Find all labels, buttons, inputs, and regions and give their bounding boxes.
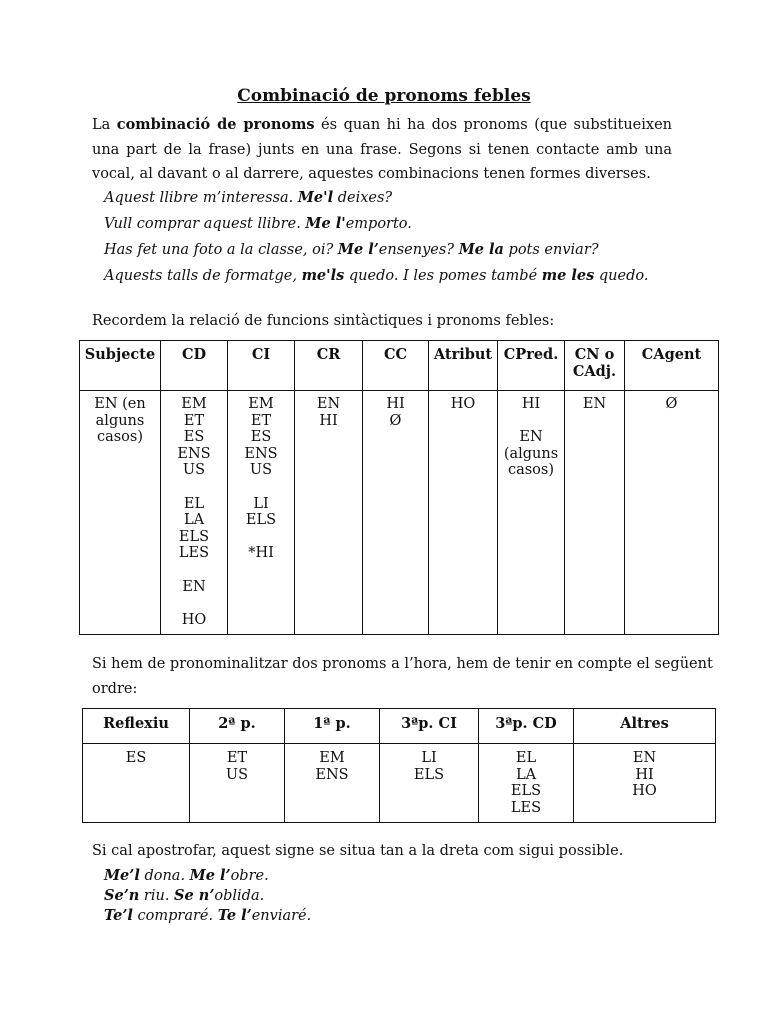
cell-line: ET — [183, 412, 205, 429]
example-bold: Se’n — [104, 887, 140, 904]
cell-line: ET — [250, 412, 272, 429]
header-line: CN o — [574, 346, 615, 363]
example-bold: me les — [541, 267, 595, 284]
intro-text: La — [92, 117, 117, 133]
cell-line: EN — [182, 578, 206, 595]
table-cell — [574, 744, 716, 823]
example-sentence — [104, 263, 704, 289]
cell-line: ENS — [177, 445, 211, 462]
table-cell — [363, 391, 429, 635]
example-bold: Me la — [458, 241, 504, 258]
cell-line — [229, 529, 293, 546]
example-sentence — [104, 185, 704, 211]
cell-line: ES — [250, 429, 272, 446]
example-text: emporto. — [345, 216, 412, 232]
cell-line — [162, 562, 226, 579]
cell-line: ET — [226, 750, 248, 766]
cell-line: EM — [319, 750, 345, 766]
cell-line: EN — [632, 750, 657, 766]
cell-line: ENS — [244, 445, 278, 462]
cell-line: Ø — [389, 412, 402, 429]
syntactic-functions-table — [79, 340, 719, 635]
table-header: CI — [228, 341, 295, 391]
cell-line: alguns — [95, 412, 145, 429]
examples-list — [104, 185, 704, 289]
cell-line: EN — [316, 396, 341, 412]
example-sentence — [104, 237, 704, 263]
cell-line: EN — [582, 396, 607, 412]
cell-line: LES — [178, 545, 210, 562]
table-header: CC — [363, 341, 429, 391]
table-header: Reflexiu — [83, 709, 190, 744]
example-bold: Te l’ — [217, 907, 252, 924]
table-header: CAgent — [625, 341, 719, 391]
cell-line: HO — [450, 396, 476, 412]
table-cell — [161, 391, 228, 635]
cell-line: US — [182, 462, 206, 479]
apostrophe-examples — [104, 866, 311, 926]
table-header: 3ªp. CD — [479, 709, 574, 744]
cell-line: EN (en — [94, 396, 146, 412]
example-text: compraré. — [132, 908, 218, 924]
cell-line: EL — [515, 750, 537, 766]
example-sentence — [104, 866, 311, 886]
header-line: CAdj. — [572, 363, 617, 380]
example-text: Vull comprar aquest llibre. — [104, 216, 306, 232]
cell-line: LA — [515, 766, 537, 783]
table-header — [565, 341, 625, 391]
example-sentence — [104, 906, 311, 926]
cell-line — [162, 479, 226, 496]
cell-line: ELS — [178, 528, 210, 545]
example-sentence — [104, 886, 311, 906]
intro-text: és quan hi ha dos pronoms (que substitueixen una part de la frase) junts en una frase. Segons si tenen contacte amb una vocal, al davant o al darrere, aquestes combinacions tenen formes diverses. — [92, 117, 672, 182]
example-text: riu. — [139, 888, 175, 904]
example-text: Has fet una foto a la classe, oi? — [104, 242, 338, 258]
intro-paragraph — [92, 113, 672, 187]
example-bold: me'ls — [301, 267, 345, 284]
table-cell — [565, 391, 625, 635]
table-header: 1ª p. — [285, 709, 380, 744]
cell-line: LES — [510, 799, 542, 816]
cell-line: HI — [521, 396, 541, 412]
example-text: oblida. — [214, 888, 265, 904]
example-bold: Me l’ — [337, 241, 379, 258]
pronoun-order-table — [82, 708, 716, 823]
cell-line: ELS — [245, 512, 277, 529]
cell-line: (alguns — [503, 445, 559, 462]
cell-line: *HI — [248, 545, 274, 562]
cell-line: casos) — [507, 462, 555, 479]
table-header: 3ªp. CI — [380, 709, 479, 744]
example-text: deixes? — [333, 190, 393, 206]
table2-intro: Si hem de pronominalitzar dos pronoms a l’hora, hem de tenir en compte el següent — [92, 656, 713, 672]
example-text: Aquest llibre m’interessa. — [104, 190, 298, 206]
table-header-row — [80, 341, 719, 391]
table-cell — [83, 744, 190, 823]
example-text: quedo. — [594, 268, 649, 284]
page-title: Combinació de pronoms febles — [237, 86, 531, 106]
table-header-row — [83, 709, 716, 744]
table-cell — [479, 744, 574, 823]
cell-line: Ø — [665, 396, 678, 412]
cell-line: LI — [421, 750, 437, 766]
cell-line: EM — [181, 396, 207, 412]
example-text: quedo. I les pomes també — [344, 268, 542, 284]
table2-intro-continued: ordre: — [92, 681, 138, 697]
table-header: CR — [295, 341, 363, 391]
cell-line: ES — [125, 750, 147, 766]
example-bold: Se n’ — [174, 887, 215, 904]
example-text: Aquests talls de formatge, — [104, 268, 302, 284]
table-header: CD — [161, 341, 228, 391]
cell-line: LI — [253, 495, 269, 512]
example-bold: Me l’ — [189, 867, 231, 884]
example-bold: Me’l — [104, 867, 140, 884]
table-cell — [625, 391, 719, 635]
cell-line: casos) — [96, 429, 144, 446]
example-text: enviaré. — [251, 908, 312, 924]
cell-line: ES — [183, 429, 205, 446]
table-header: Altres — [574, 709, 716, 744]
example-text: dona. — [139, 868, 190, 884]
table-header: Subjecte — [80, 341, 161, 391]
table-cell — [285, 744, 380, 823]
example-bold: Me l' — [305, 215, 346, 232]
table-header: 2ª p. — [190, 709, 285, 744]
cell-line: EL — [183, 495, 205, 512]
table-cell — [228, 391, 295, 635]
example-text: obre. — [230, 868, 269, 884]
table-row — [83, 744, 716, 823]
cell-line — [499, 413, 563, 430]
cell-line: ELS — [510, 783, 542, 800]
cell-line: LA — [183, 512, 205, 529]
intro-bold-term: combinació de pronoms — [116, 116, 315, 133]
cell-line: HO — [632, 783, 657, 800]
cell-line — [162, 595, 226, 612]
cell-line: HI — [319, 412, 338, 429]
apostrophe-intro: Si cal apostrofar, aquest signe se situa tan a la dreta com sigui possible. — [92, 843, 624, 859]
cell-line — [229, 479, 293, 496]
cell-line: ELS — [413, 766, 445, 783]
cell-line: US — [225, 766, 249, 783]
table-row — [80, 391, 719, 635]
example-sentence — [104, 211, 704, 237]
table-header: CPred. — [498, 341, 565, 391]
cell-line: HI — [386, 396, 405, 412]
table-cell — [295, 391, 363, 635]
table-cell — [80, 391, 161, 635]
cell-line: HI — [635, 766, 654, 783]
cell-line: EN — [519, 429, 543, 446]
table-cell — [380, 744, 479, 823]
cell-line: ENS — [315, 766, 349, 783]
table-cell — [190, 744, 285, 823]
example-text: pots enviar? — [503, 242, 599, 258]
table-cell — [429, 391, 498, 635]
example-bold: Me'l — [297, 189, 334, 206]
table-header: Atribut — [429, 341, 498, 391]
cell-line: US — [249, 462, 273, 479]
example-bold: Te’l — [104, 907, 133, 924]
table1-intro: Recordem la relació de funcions sintàctiques i pronoms febles: — [92, 313, 555, 329]
table-cell — [498, 391, 565, 635]
cell-line: HO — [181, 611, 207, 628]
example-text: ensenyes? — [378, 242, 459, 258]
cell-line: EM — [248, 396, 274, 412]
